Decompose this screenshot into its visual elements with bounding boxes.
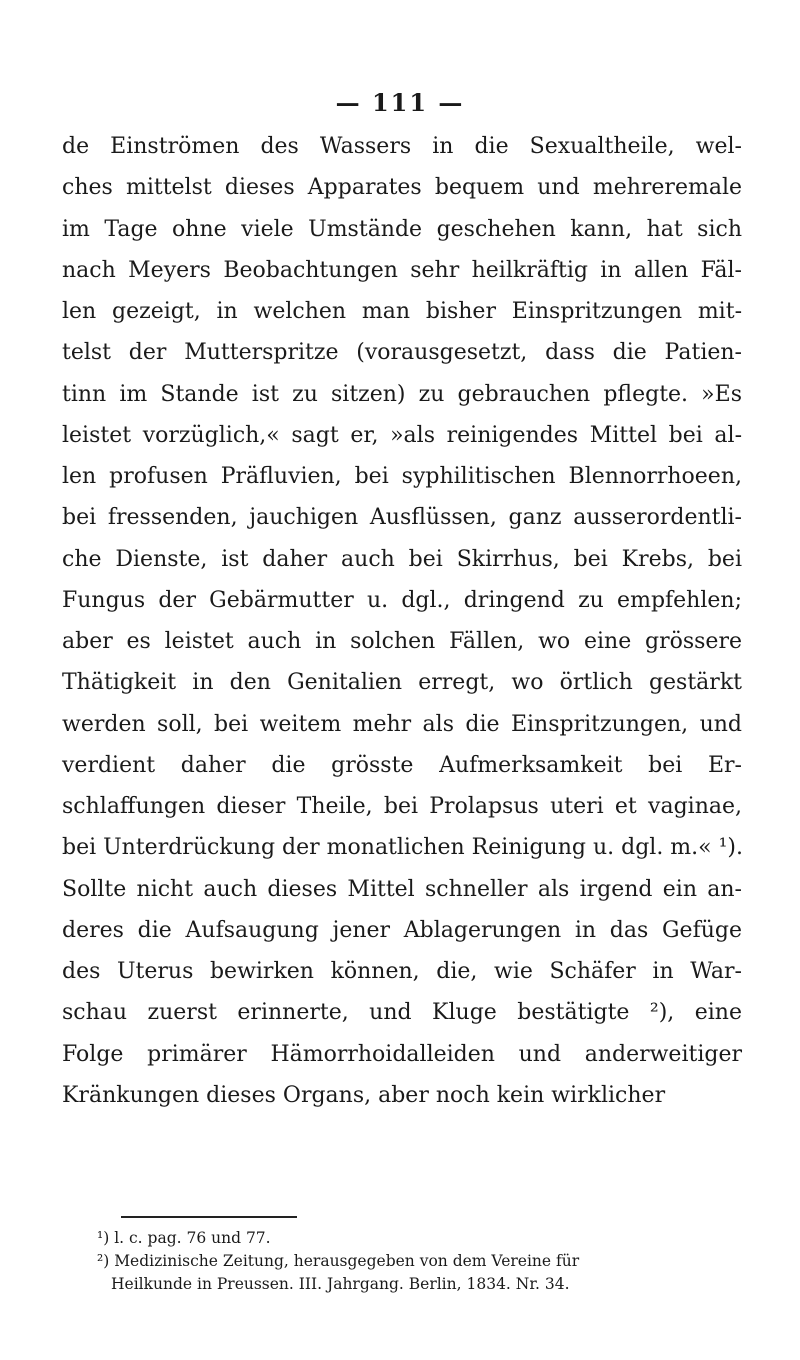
text-line: bei Unterdrückung der monatlichen Reinigung u. dgl. m.« ¹). <box>62 835 744 861</box>
page-number: — 111 — <box>335 88 465 117</box>
text-line: im Tage ohne viele Umstände geschehen kann, hat sich <box>62 216 742 242</box>
text-line: telst der Mutterspritze (vorausgesetzt, dass die Patien- <box>62 340 742 366</box>
text-line: bei fressenden, jauchigen Ausflüssen, ganz ausserordentli- <box>62 505 742 531</box>
footnote-1: ¹) l. c. pag. 76 und 77. <box>97 1229 271 1247</box>
text-line: Folge primärer Hämorrhoidalleiden und anderweitiger <box>62 1041 742 1067</box>
text-line: deres die Aufsaugung jener Ablagerungen in das Gefüge <box>62 917 742 943</box>
text-line: Thätigkeit in den Genitalien erregt, wo örtlich gestärkt <box>62 670 742 696</box>
text-line: che Dienste, ist daher auch bei Skirrhus, bei Krebs, bei <box>62 546 742 572</box>
body-text <box>62 126 742 1116</box>
text-line: len profusen Präfluvien, bei syphilitischen Blennorrhoeen, <box>62 464 742 489</box>
text-line: nach Meyers Beobachtungen sehr heilkräftig in allen Fäl- <box>62 257 742 283</box>
text-line: schlaffungen dieser Theile, bei Prolapsus uteri et vaginae, <box>62 794 742 819</box>
text-line: Fungus der Gebärmutter u. dgl., dringend zu empfehlen; <box>62 587 742 613</box>
text-line: des Uterus bewirken können, die, wie Schäfer in War- <box>62 959 742 984</box>
footnote-divider <box>121 1216 297 1218</box>
text-line: ches mittelst dieses Apparates bequem und mehreremale <box>62 175 742 201</box>
footnotes <box>97 1227 745 1296</box>
text-line: tinn im Stande ist zu sitzen) zu gebrauchen pflegte. »Es <box>62 381 742 407</box>
text-line: de Einströmen des Wassers in die Sexualtheile, wel- <box>62 134 742 159</box>
footnote-2: ²) Medizinische Zeitung, herausgegeben von dem Vereine für <box>97 1252 580 1270</box>
text-line: schau zuerst erinnerte, und Kluge bestätigte ²), eine <box>62 1000 742 1026</box>
footnote-2-continuation: Heilkunde in Preussen. III. Jahrgang. Berlin, 1834. Nr. 34. <box>111 1275 570 1293</box>
text-line: verdient daher die grösste Aufmerksamkeit bei Er- <box>62 752 742 778</box>
text-line: werden soll, bei weitem mehr als die Einspritzungen, und <box>62 711 742 737</box>
text-line: Sollte nicht auch dieses Mittel schneller als irgend ein an- <box>62 876 742 902</box>
text-line: Kränkungen dieses Organs, aber noch kein wirklicher <box>62 1082 666 1108</box>
text-line: len gezeigt, in welchen man bisher Einspritzungen mit- <box>62 299 742 324</box>
text-line: aber es leistet auch in solchen Fällen, wo eine grössere <box>62 629 742 654</box>
text-line: leistet vorzüglich,« sagt er, »als reinigendes Mittel bei al- <box>62 422 742 448</box>
